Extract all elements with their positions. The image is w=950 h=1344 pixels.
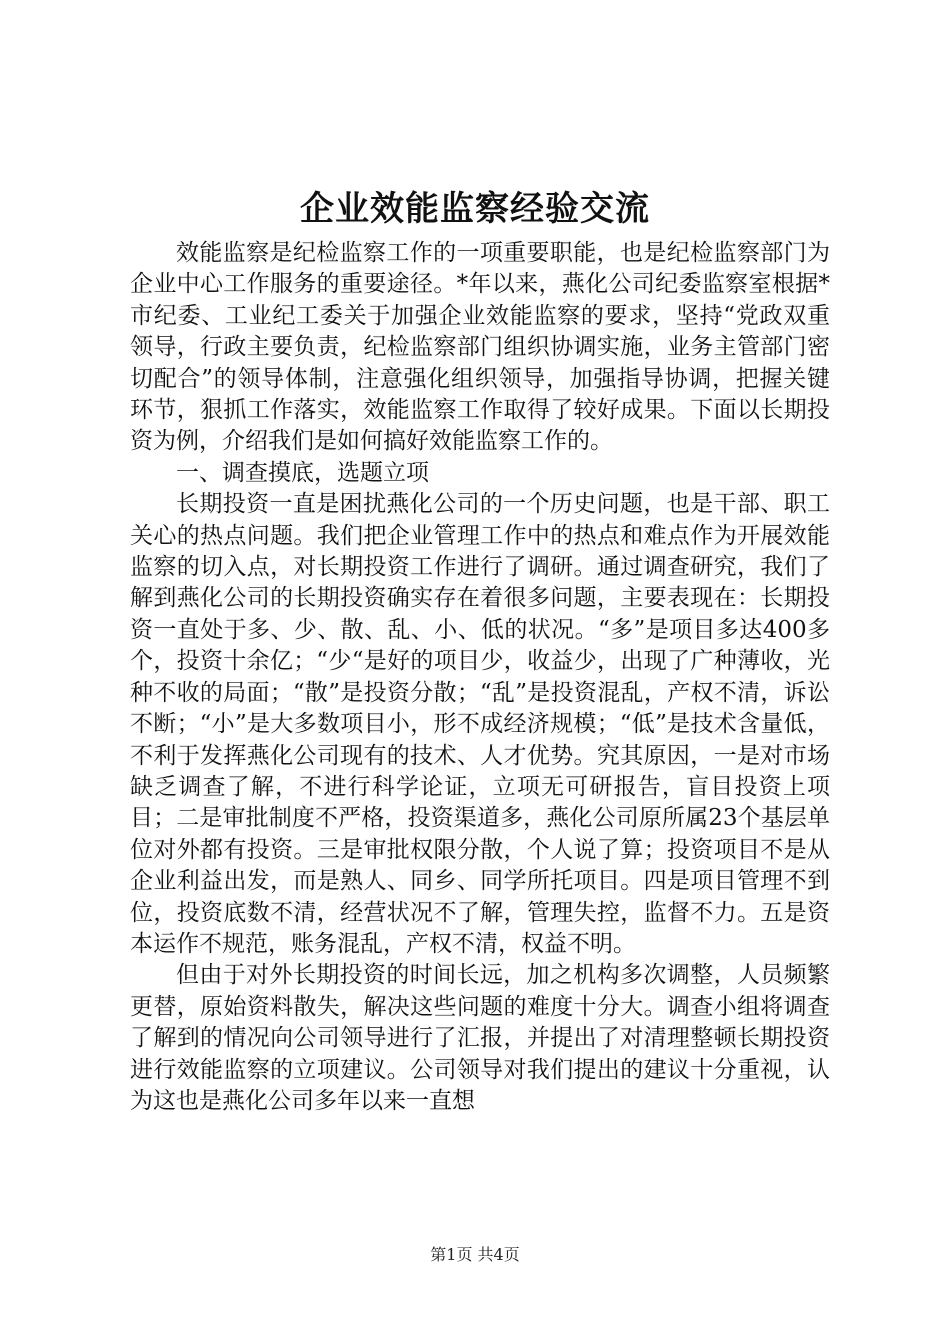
section-heading: 一、调查摸底，选题立项 — [176, 459, 429, 486]
document-title: 企业效能监察经验交流 — [300, 189, 650, 229]
page-footer: 第1页 共4页 — [430, 1245, 520, 1264]
document-body — [130, 238, 830, 1117]
paragraph-proposal: 但由于对外长期投资的时间长远，加之机构多次调整，人员频繁更替，原始资料散失，解决这些问题的难度十分大。调查小组将调查了解到的情况向公司领导进行了汇报，并提出了对清理整顿长期投资进行效能监察的立项建议。公司领导对我们提出的建议十分重视，认为这也是燕化公司多年以来一直想 — [130, 962, 830, 1114]
paragraph-intro: 效能监察是纪检监察工作的一项重要职能，也是纪检监察部门为企业中心工作服务的重要途径。*年以来，燕化公司纪委监察室根据*市纪委、工业纪工委关于加强企业效能监察的要求，坚持“党政双重领导，行政主要负责，纪检监察部门组织协调实施，业务主管部门密切配合”的领导体制，注意强化组织领导，加强指导协调，把握关键环节，狠抓工作落实，效能监察工作取得了较好成果。下面以长期投资为例，介绍我们是如何搞好效能监察工作的。 — [130, 240, 830, 455]
paragraph-investigation: 长期投资一直是困扰燕化公司的一个历史问题，也是干部、职工关心的热点问题。我们把企业管理工作中的热点和难点作为开展效能监察的切入点，对长期投资工作进行了调研。通过调查研究，我们了解到燕化公司的长期投资确实存在着很多问题，主要表现在：长期投资一直处于多、少、散、乱、小、低的状况。“多”是项目多达400多个，投资十余亿；“少“是好的项目少，收益少，出现了广种薄收，光种不收的局面；“散”是投资分散；“乱”是投资混乱，产权不清，诉讼不断；“小”是大多数项目小，形不成经济规模；“低”是技术含量低，不利于发挥燕化公司现有的技术、人才优势。究其原因，一是对市场缺乏调查了解，不进行科学论证，立项无可研报告，盲目投资上项目；二是审批制度不严格，投资渠道多，燕化公司原所属23个基层单位对外都有投资。三是审批权限分散，个人说了算；投资项目不是从企业利益出发，而是熟人、同乡、同学所托项目。四是项目管理不到位，投资底数不清，经营状况不了解，管理失控，监督不力。五是资本运作不规范，账务混乱，产权不清，权益不明。 — [130, 491, 830, 957]
